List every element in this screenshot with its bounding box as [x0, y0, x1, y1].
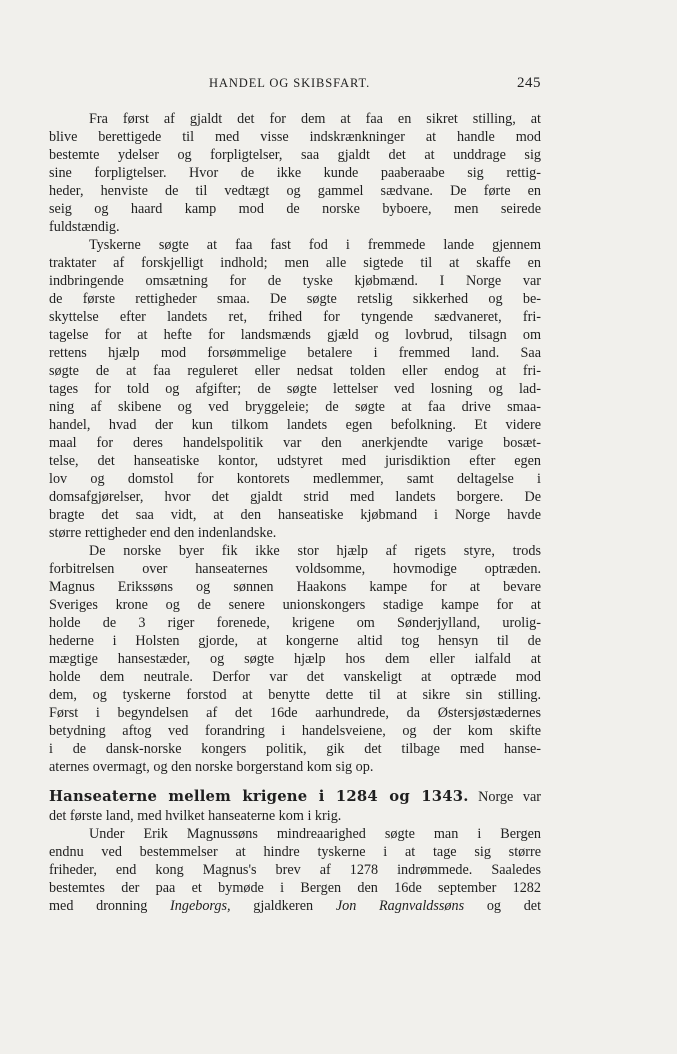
text-line: større rettigheder end den indenlandske. — [49, 525, 277, 541]
body-text — [49, 110, 541, 915]
section-gap — [49, 776, 541, 787]
text-line: aternes overmagt, og den norske borgerstand kom sig op. — [49, 759, 374, 775]
text-line: Tyskerne søgte at faa fast fod i fremmede lande gjennem — [89, 237, 541, 253]
text-line: endnu ved bestemmelser at hindre tyskerne i at tage sig større — [49, 844, 541, 860]
text-line: hederne i Holsten gjorde, at kongerne altid tog hensyn til de — [49, 633, 541, 649]
text-line: dem, og tyskerne forstod at benytte dette til at sikre sin stilling. — [49, 687, 541, 703]
text-line: det første land, med hvilket hanseaterne kom i krig. — [49, 808, 342, 824]
text-line: mægtige hansestæder, og søgte hjælp hos dem eller ialfald at — [49, 651, 541, 667]
text-line: Fra først af gjaldt det for dem at faa en sikret stilling, at — [89, 111, 541, 127]
text-line: sine forpligtelser. Hvor de ikke kunde paaberaabe sig rettig- — [49, 165, 541, 181]
text-run: og det — [486, 898, 542, 914]
person-name: Ingeborgs, — [170, 898, 231, 914]
text-line: Magnus Erikssøns og sønnen Haakons kampe for at bevare — [49, 579, 541, 595]
page-number: 245 — [517, 75, 541, 91]
text-line: lov og domstol for kontorets medlemmer, samt deltagelse i — [49, 471, 541, 487]
text-line — [49, 897, 541, 915]
text-line: domsafgjørelser, hvor det gjaldt strid med landets borgere. De — [49, 489, 541, 505]
text-line: bragte det saa vidt, at den hanseatiske kjøbmand i Norge havde — [49, 507, 541, 523]
text-line: tagelse for at hefte for landsmænds gjæld og lovbrud, tilsagn om — [49, 327, 541, 343]
text-line: søgte de at faa reguleret eller nedsat tolden eller endog at fri- — [49, 363, 541, 379]
text-line: Først i begyndelsen af det 16de aarhundrede, da Østersjøstædernes — [49, 705, 541, 721]
section-heading: Hanseaterne mellem krigene i 1284 og 1343. — [49, 788, 469, 805]
text-line: heder, henviste de til vedtægt og gammel sædvane. De førte en — [49, 183, 541, 199]
text-line: maal for deres handelspolitik var den anerkjendte varige bosæt- — [49, 435, 541, 451]
text-line: holde de 3 riger forenede, krigene om Sønderjylland, urolig- — [49, 615, 541, 631]
text-run: med dronning — [49, 898, 148, 914]
text-line: telse, det hanseatiske kontor, udstyret med jurisdiktion efter egen — [49, 453, 541, 469]
text-line: tages for told og afgifter; de søgte lettelser ved losning og lad- — [49, 381, 541, 397]
text-line: handel, hvad der kun tilkom landets egen befolkning. Et videre — [49, 417, 541, 433]
text-run: gjaldkeren — [253, 898, 314, 914]
text-line: fuldstændig. — [49, 219, 120, 235]
paragraph-3 — [49, 542, 541, 776]
text-line: bestemte ydelser og forpligtelser, saa gjaldt det at unddrage sig — [49, 147, 541, 163]
text-line: Under Erik Magnussøns mindreaarighed søgte man i Bergen — [89, 826, 541, 842]
person-name: Jon Ragnvaldssøns — [335, 898, 465, 914]
text-line: traktater af forskjelligt indhold; men alle sigtede til at skaffe en — [49, 255, 541, 271]
page-header — [49, 76, 541, 96]
text-line: indbringende omsætning for de tyske kjøbmænd. I Norge var — [49, 273, 541, 289]
paragraph-4 — [49, 825, 541, 915]
text-line: bestemtes der paa et bymøde i Bergen den 16de september 1282 — [49, 880, 541, 896]
text-line: De norske byer fik ikke stor hjælp af rigets styre, trods — [89, 543, 541, 559]
section — [49, 787, 541, 825]
paragraph-1 — [49, 110, 541, 236]
text-line: seig og haard kamp mod de norske byboere, men seirede — [49, 201, 541, 217]
running-title: HANDEL OG SKIBSFART. — [209, 76, 371, 90]
text-line: Sveriges krone og de senere unionskongers stadige kampe for at — [49, 597, 541, 613]
text-line: de første rettigheder smaa. De søgte retslig sikkerhed og be- — [49, 291, 541, 307]
text-line: blive berettigede til med visse indskrænkninger at handle mod — [49, 129, 541, 145]
section-heading-continuation: Norge var — [478, 789, 541, 805]
text-line: friheder, end kong Magnus's brev af 1278 indrømmede. Saaledes — [49, 862, 541, 878]
text-line: holde dem neutrale. Derfor var det vanskeligt at optræde mod — [49, 669, 541, 685]
section-heading-line — [49, 787, 541, 807]
text-line: rettens hjælp mod forsømmelige betalere i fremmed land. Saa — [49, 345, 541, 361]
paragraph-2 — [49, 236, 541, 542]
text-line: ning af skibene og ved bryggeleie; de søgte at faa drive smaa- — [49, 399, 541, 415]
text-line: betydning aftog ved forandring i handelsveiene, og der kom skifte — [49, 723, 541, 739]
text-line: forbitrelsen over hanseaternes voldsomme, hovmodige optræden. — [49, 561, 541, 577]
text-line: i de dansk-norske kongers politik, gik det tilbage med hanse- — [49, 741, 541, 757]
text-line: skyttelse efter landets ret, frihed for tyngende sædvaneret, fri- — [49, 309, 541, 325]
